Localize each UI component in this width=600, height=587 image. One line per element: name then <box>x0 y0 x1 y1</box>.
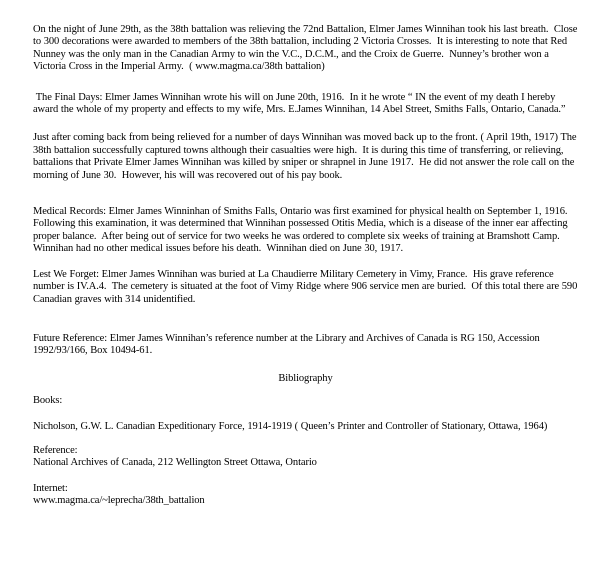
bibliography-heading: Bibliography <box>278 372 333 384</box>
paragraph-future-reference: Future Reference: Elmer James Winnihan’s reference number at the Library and Archives of Canada is RG 150, Accession 1992/93/166, Box 10494-61. <box>33 332 543 357</box>
bibliography-reference-entry: National Archives of Canada, 212 Wellington Street Ottawa, Ontario <box>33 457 317 469</box>
paragraph-lest-we-forget: Lest We Forget: Elmer James Winnihan was buried at La Chaudierre Military Cemetery in Vimy, France. His grave reference number is IV.A.4. The cemetery is situated at the foot of Vimy Ridge where 906 service men are buried. Of this total there are 590 Canadian graves with 314 unidentified. <box>33 268 580 305</box>
bibliography-books-label: Books: <box>33 395 63 407</box>
paragraph-last-breath: On the night of June 29th, as the 38th battalion was relieving the 72nd Battalion, Elmer James Winnihan took his last breath. Close to 300 decorations were awarded to members of the 38th battalion, including 2 Victoria Crosses. It is interesting to note that Red Nunney was the only man in the Canadian Army to win the V.C., D.C.M., and the Croix de Guerre. Nunney’s brother won a Victoria Cross in the Imperial Army. ( www.magma.ca/38th battalion) <box>33 24 581 73</box>
paragraph-final-days: The Final Days: Elmer James Winnihan wrote his will on June 20th, 1916. In it he wrote “ IN the event of my death I hereby award the whole of my property and effects to my wife, Mrs. E.James Winnihan, 14 Abel Street, Smiths Falls, Ontario, Canada.” <box>33 91 566 116</box>
bibliography-internet-label: Internet: <box>33 482 68 494</box>
bibliography-internet-url: www.magma.ca/~leprecha/38th_battalion <box>33 495 205 507</box>
bibliography-books-entry: Nicholson, G.W. L. Canadian Expeditionary Force, 1914-1919 ( Queen’s Printer and Controller of Stationary, Ottawa, 1964) <box>33 420 548 432</box>
paragraph-medical-records: Medical Records: Elmer James Winninhan of Smiths Falls, Ontario was first examined for physical health on September 1, 1916. Following this examination, it was determined that Winnihan possessed Otitis Media, which is a disease of the inner ear affecting proper balance. After being out of service for two weeks he was ordered to complete six weeks of training at Bramshott Camp. Winnihan had no other medical issues before his death. Winnihan died on June 30, 1917. <box>33 206 573 255</box>
paragraph-back-to-front: Just after coming back from being relieved for a number of days Winnihan was moved back up to the front. ( April 19th, 1917) The 38th battalion successfully captured towns although their casualties were high. It is during this time of transferring, or relieving, battalions that Private Elmer James Winnihan was killed by sniper or shrapnel in June 1917. He did not answer the role call on the morning of June 30. However, his will was recovered out of his pay book. <box>33 132 580 181</box>
bibliography-reference-label: Reference: <box>33 444 78 456</box>
